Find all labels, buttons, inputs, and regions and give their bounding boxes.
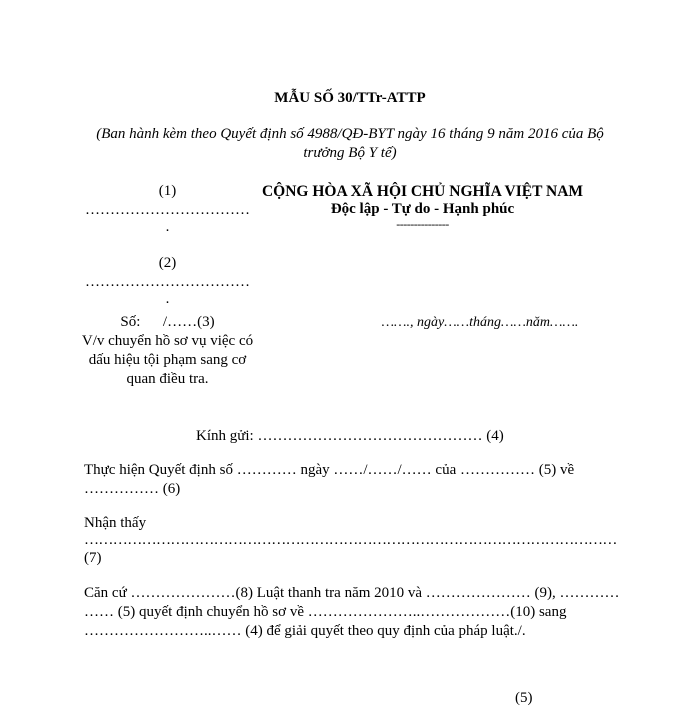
paragraph-3-line-3: ……………………..…… (4) để giải quyết theo quy định của pháp luật./. (84, 623, 526, 639)
paragraph-3-line-2: …… (5) quyết định chuyển hồ sơ về …………………..………………(10) sang (84, 604, 567, 620)
form-subtitle: (Ban hành kèm theo Quyết định số 4988/QĐ-BYT ngày 16 tháng 9 năm 2016 của Bộ trưởng Bộ Y tế) (96, 126, 604, 161)
issuer-dot-1: . (165, 219, 170, 235)
paragraph-2-line-3: (7) (84, 550, 102, 566)
paragraph-2-line-2: ………………………………………………………………………………………………… (84, 532, 617, 548)
nation-title: CỘNG HÒA XÃ HỘI CHỦ NGHĨA VIỆT NAM (261, 183, 584, 200)
document-subject: V/v chuyển hồ sơ vụ việc có dấu hiệu tội phạm sang cơ quan điều tra. (81, 333, 254, 387)
motto-divider: --------------- (396, 217, 449, 231)
issuer-dots-1: …………………………… (85, 202, 250, 218)
issuer-marker-2: (2) (158, 255, 177, 271)
place-date-line: ……., ngày……tháng……năm……. (381, 315, 579, 330)
national-motto: Độc lập - Tự do - Hạnh phúc (330, 201, 515, 217)
recipient-line: Kính gửi: ……………………………………… (4) (196, 428, 504, 444)
paragraph-3-line-1: Căn cứ …………………(8) Luật thanh tra năm 2010 và ………………… (9), ………… (84, 585, 620, 601)
issuer-marker-1: (1) (158, 183, 177, 199)
paragraph-1-line-1: Thực hiện Quyết định số ………… ngày ……/……/…… của …………… (5) về (84, 462, 575, 478)
paragraph-2-line-1: Nhận thấy (84, 515, 147, 531)
footer-marker: (5) (515, 690, 533, 706)
paragraph-1-line-2: …………… (6) (84, 481, 181, 497)
issuer-dots-2: …………………………… (85, 274, 250, 290)
issuer-dot-2: . (165, 291, 170, 307)
form-title: MẪU SỐ 30/TTr-ATTP (274, 90, 426, 106)
document-number: Số: /……(3) (120, 314, 215, 330)
